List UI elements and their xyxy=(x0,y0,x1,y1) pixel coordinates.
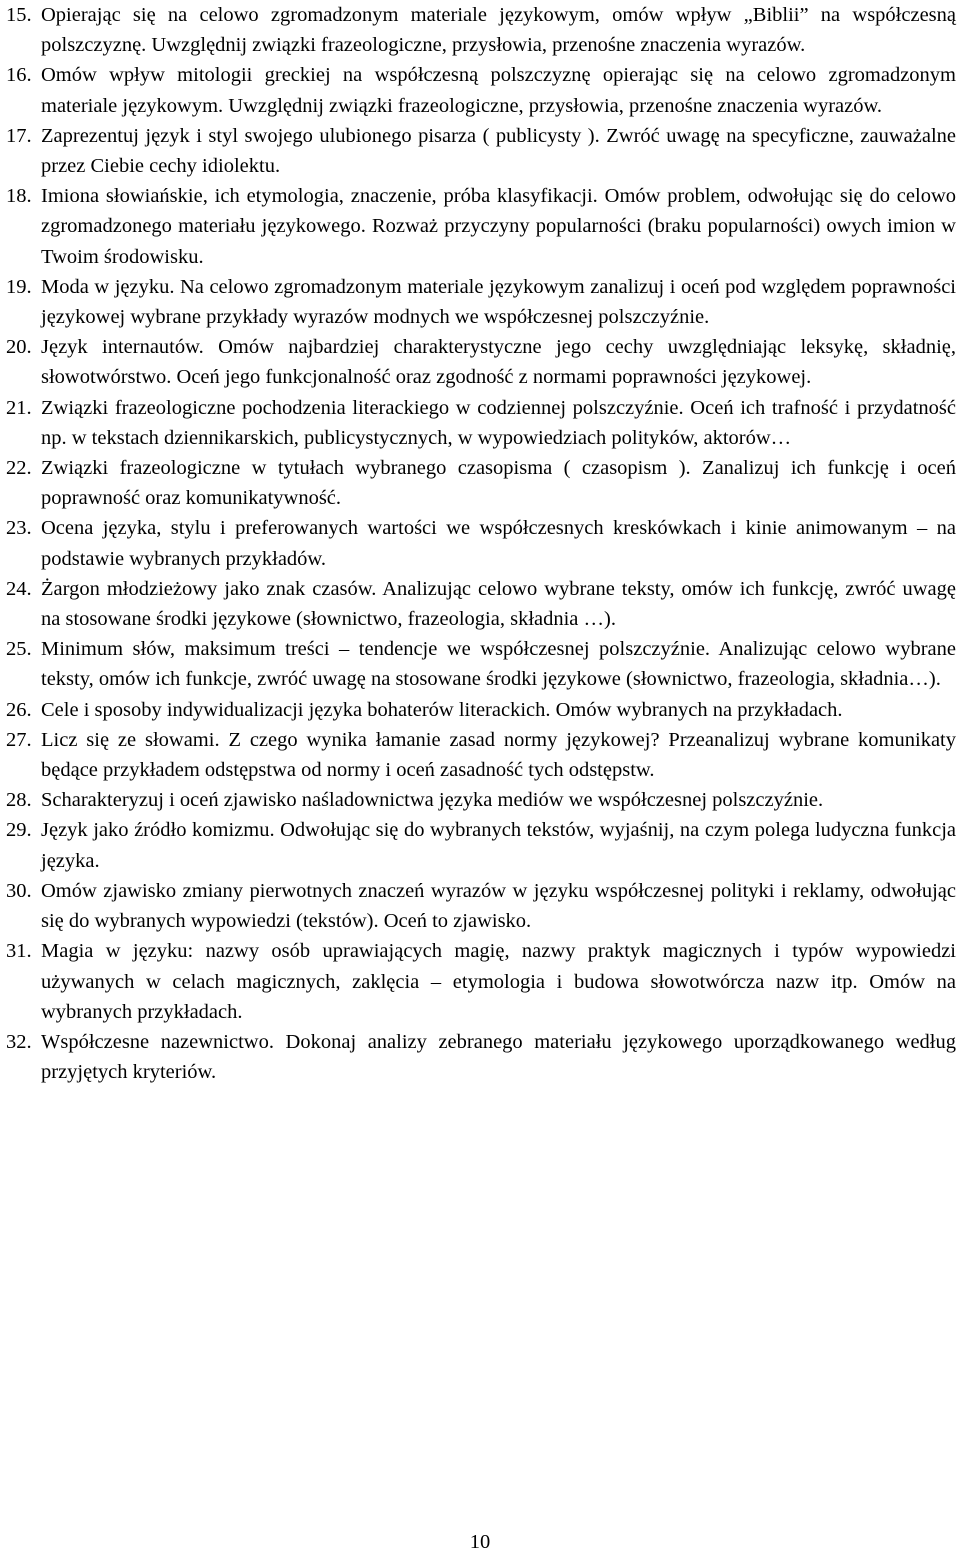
item-number: 32. xyxy=(6,1030,32,1053)
page-number: 10 xyxy=(469,1531,491,1553)
item-number: 27. xyxy=(6,728,32,751)
list-item xyxy=(6,815,956,875)
item-number: 22. xyxy=(6,457,32,480)
item-number: 18. xyxy=(6,185,32,208)
item-text: Magia w języku: nazwy osób uprawiających magię, nazwy praktyk magicznych i typów wypowiedzi używanych w celach magicznych, zaklęcia – etymologia i budowa słowotwórcza nazw itp. Omów na wybranych przykładach. xyxy=(41,940,956,1023)
list-item xyxy=(6,785,956,815)
item-text: Minimum słów, maksimum treści – tendencje we współczesnej polszczyźnie. Analizując celowo wybrane teksty, omów ich funkcje, zwróć uwagę na stosowane środki językowe (słownictwo, frazeologia, składnia…). xyxy=(41,638,956,691)
item-text: Scharakteryzuj i oceń zjawisko naśladownictwa języka mediów we współczesnej polszczyźnie. xyxy=(41,789,824,812)
item-text: Moda w języku. Na celowo zgromadzonym materiale językowym zanalizuj i oceń pod względem poprawności językowej wybrane przykłady wyrazów modnych we współczesnej polszczyźnie. xyxy=(41,275,956,329)
list-item xyxy=(6,60,956,120)
list-item xyxy=(6,121,956,181)
item-number: 21. xyxy=(6,396,32,419)
item-number: 16. xyxy=(6,64,32,87)
item-text: Związki frazeologiczne pochodzenia literackiego w codziennej polszczyźnie. Oceń ich trafność i przydatność np. w tekstach dziennikarskich, publicystycznych, w wypowiedziach polityków, aktorów… xyxy=(41,396,956,449)
item-text: Ocena języka, stylu i preferowanych wartości we współczesnych kreskówkach i kinie animowanym – na podstawie wybranych przykładów. xyxy=(41,517,956,570)
list-item xyxy=(6,876,956,936)
list-item xyxy=(6,332,956,392)
item-number: 19. xyxy=(6,275,32,298)
topic-list xyxy=(6,0,956,1087)
list-item xyxy=(6,574,956,634)
list-item xyxy=(6,0,956,60)
item-text: Imiona słowiańskie, ich etymologia, znaczenie, próba klasyfikacji. Omów problem, odwołując się do celowo zgromadzonego materiału językowego. Rozważ przyczyny popularności (braku popularności) owych imion w Twoim środowisku. xyxy=(41,185,956,268)
list-item xyxy=(6,695,956,725)
list-item xyxy=(6,453,956,513)
list-item xyxy=(6,725,956,785)
item-text: Żargon młodzieżowy jako znak czasów. Analizując celowo wybrane teksty, omów ich funkcję, zwróć uwagę na stosowane środki językowe (słownictwo, frazeologia, składnia …). xyxy=(41,577,956,631)
list-item xyxy=(6,936,956,1027)
item-number: 20. xyxy=(6,336,32,359)
list-item xyxy=(6,393,956,453)
item-number: 17. xyxy=(6,124,32,147)
list-item xyxy=(6,1027,956,1087)
item-number: 29. xyxy=(6,819,32,842)
item-number: 23. xyxy=(6,517,32,540)
list-item xyxy=(6,634,956,694)
item-text: Związki frazeologiczne w tytułach wybranego czasopisma ( czasopism ). Zanalizuj ich funkcję i oceń poprawność oraz komunikatywność. xyxy=(41,457,956,510)
item-number: 24. xyxy=(6,577,32,600)
item-number: 31. xyxy=(6,940,32,963)
item-text: Język jako źródło komizmu. Odwołując się do wybranych tekstów, wyjaśnij, na czym polega ludyczna funkcja języka. xyxy=(41,819,956,872)
item-text: Zaprezentuj język i styl swojego ulubionego pisarza ( publicysty ). Zwróć uwagę na specyficzne, zauważalne przez Ciebie cechy idiolektu. xyxy=(41,124,956,178)
item-text: Licz się ze słowami. Z czego wynika łamanie zasad normy językowej? Przeanalizuj wybrane komunikaty będące przykładem odstępstwa od normy i oceń zasadność tych odstępstw. xyxy=(41,728,956,782)
item-number: 30. xyxy=(6,879,32,902)
item-number: 26. xyxy=(6,698,32,721)
list-item xyxy=(6,181,956,272)
item-text: Cele i sposoby indywidualizacji języka bohaterów literackich. Omów wybranych na przykładach. xyxy=(41,698,843,721)
item-text: Omów zjawisko zmiany pierwotnych znaczeń wyrazów w języku współczesnej polityki i reklamy, odwołując się do wybranych wypowiedzi (tekstów). Oceń to zjawisko. xyxy=(41,879,956,933)
item-text: Język internautów. Omów najbardziej charakterystyczne jego cechy uwzględniając leksykę, składnię, słowotwórstwo. Oceń jego funkcjonalność oraz zgodność z normami poprawności językowej. xyxy=(41,336,956,389)
item-text: Omów wpływ mitologii greckiej na współczesną polszczyznę opierając się na celowo zgromadzonym materiale językowym. Uwzględnij związki frazeologiczne, przysłowia, przenośne znaczenia wyrazów. xyxy=(41,64,956,117)
item-text: Opierając się na celowo zgromadzonym materiale językowym, omów wpływ „Biblii” na współczesną polszczyznę. Uwzględnij związki frazeologiczne, przysłowia, przenośne znaczenia wyrazów. xyxy=(41,4,956,57)
list-item xyxy=(6,272,956,332)
list-item xyxy=(6,513,956,573)
item-number: 15. xyxy=(6,4,32,26)
item-text: Współczesne nazewnictwo. Dokonaj analizy zebranego materiału językowego uporządkowanego według przyjętych kryteriów. xyxy=(41,1030,956,1084)
item-number: 25. xyxy=(6,638,32,661)
item-number: 28. xyxy=(6,789,32,812)
